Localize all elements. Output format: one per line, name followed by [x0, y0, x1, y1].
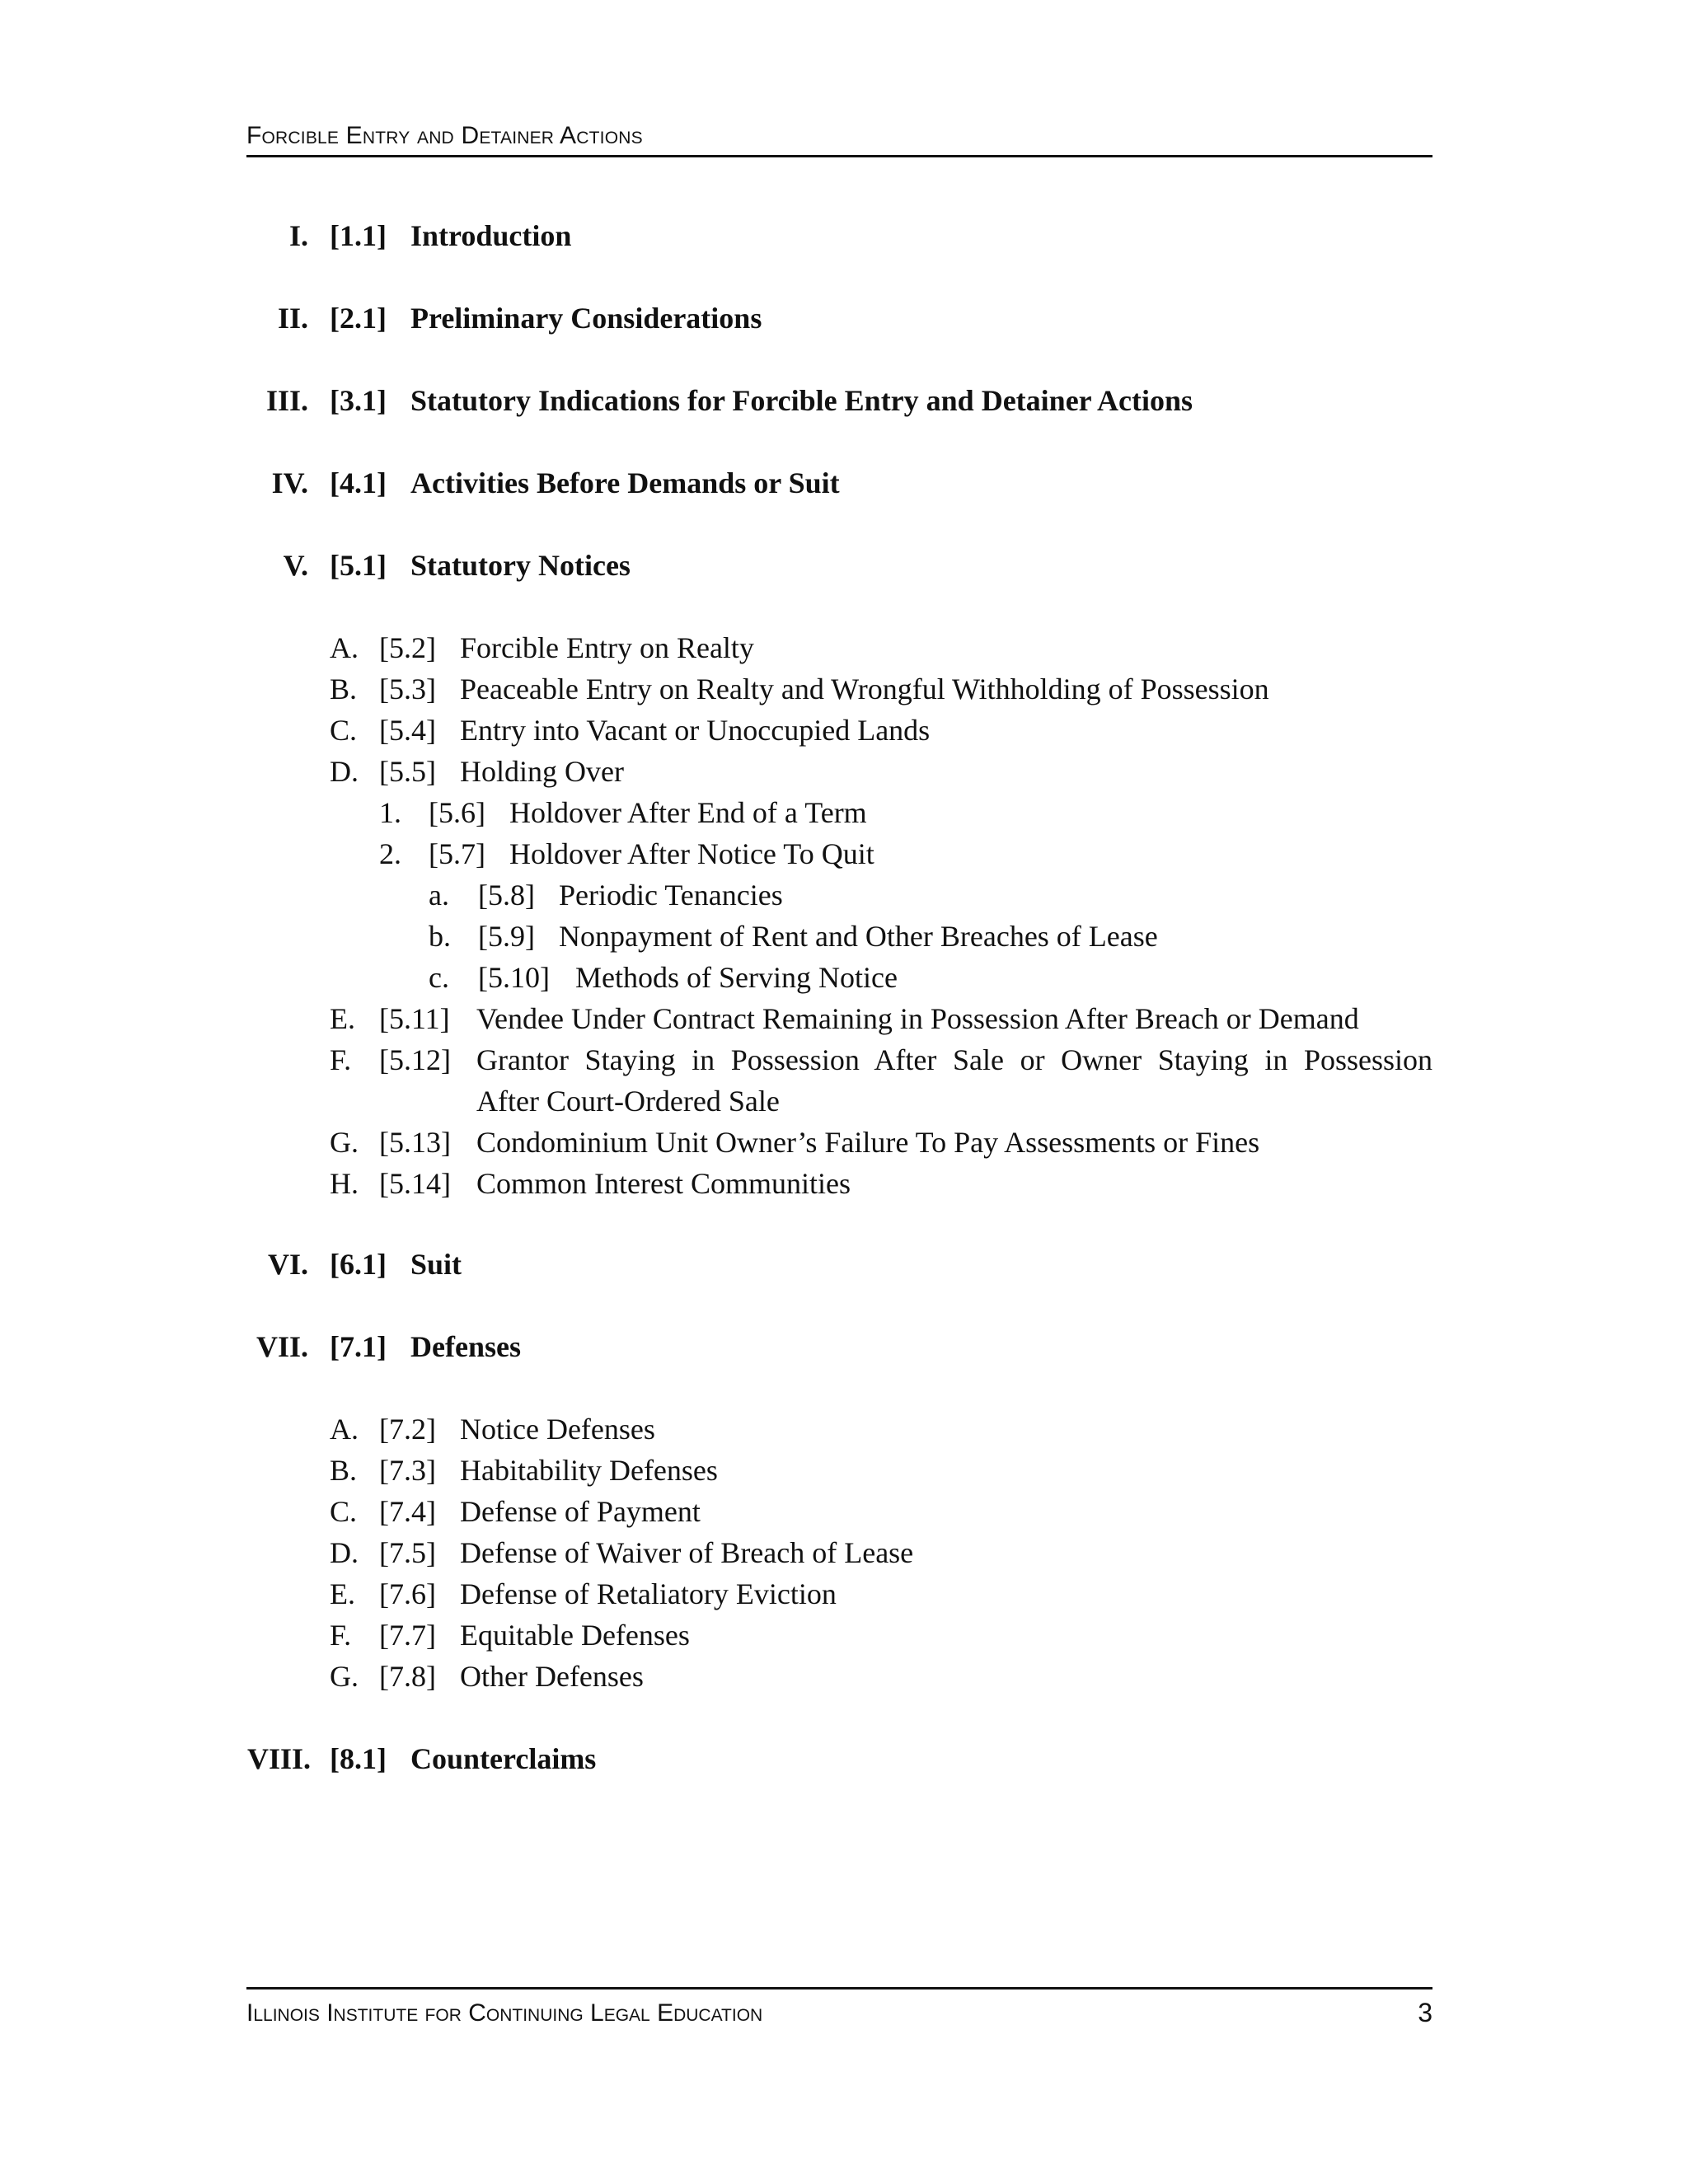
toc-title: Defense of Retaliatory Eviction [460, 1577, 837, 1610]
toc-numeral: VIII. [247, 1742, 312, 1775]
toc-letter: B. [330, 1454, 358, 1487]
toc-section-number: [7.4] [379, 1495, 436, 1528]
toc-section-number: [5.2] [379, 631, 436, 664]
toc-section-number: [7.1] [330, 1330, 387, 1363]
toc-letter: D. [330, 755, 359, 788]
toc-letter: A. [330, 631, 359, 664]
toc-title-line-1: Grantor Staying in Possession After Sale or Owner Staying in Possession [476, 1043, 1432, 1076]
toc-section-number: [3.1] [330, 384, 387, 417]
toc-section-number: [1.1] [330, 219, 387, 252]
toc-section-number: [5.8] [478, 879, 535, 912]
toc-title: Methods of Serving Notice [575, 961, 898, 994]
toc-section-number: [5.5] [379, 755, 436, 788]
toc-section-number: [7.2] [379, 1413, 436, 1446]
toc-numeral: III. [265, 384, 308, 417]
toc-letter: C. [330, 1495, 358, 1528]
toc-title: Counterclaims [410, 1742, 597, 1775]
toc-title: Condominium Unit Owner’s Failure To Pay Assessments or Fines [476, 1126, 1260, 1159]
toc-title: Holdover After End of a Term [509, 796, 867, 829]
toc-title: Holdover After Notice To Quit [509, 837, 874, 870]
toc-title: Suit [410, 1248, 462, 1281]
toc-section-number: [5.11] [379, 1002, 450, 1035]
toc-title: Nonpayment of Rent and Other Breaches of Lease [559, 920, 1158, 953]
toc-title: Activities Before Demands or Suit [410, 466, 840, 499]
toc-title: Introduction [410, 219, 572, 252]
toc-title: Other Defenses [460, 1660, 644, 1693]
toc-numeral: II. [277, 302, 308, 335]
toc-title: Defense of Payment [460, 1495, 701, 1528]
toc-numeral: VI. [267, 1248, 308, 1281]
toc-title: Vendee Under Contract Remaining in Possession After Breach or Demand [476, 1002, 1359, 1035]
toc-letter: F. [330, 1043, 352, 1076]
toc-section-number: [5.13] [379, 1126, 451, 1159]
toc-section-number: [5.4] [379, 714, 436, 747]
toc-title: Common Interest Communities [476, 1167, 851, 1200]
toc-title: Statutory Indications for Forcible Entry and Detainer Actions [410, 384, 1193, 417]
toc-numeral: V. [283, 549, 308, 582]
toc-section-number: [5.6] [429, 796, 485, 829]
toc-title: Forcible Entry on Realty [460, 631, 754, 664]
toc-section-number: [7.8] [379, 1660, 436, 1693]
toc-section-number: [7.6] [379, 1577, 436, 1610]
toc-title: Statutory Notices [410, 549, 631, 582]
toc-title: Equitable Defenses [460, 1619, 690, 1652]
toc-numeral: IV. [271, 466, 308, 499]
toc-number: 2. [379, 837, 401, 870]
toc-letter: B. [330, 673, 358, 705]
page-footer [246, 1987, 1432, 2027]
toc-section-number: [5.3] [379, 673, 436, 705]
toc-title: Periodic Tenancies [559, 879, 783, 912]
toc-title: Peaceable Entry on Realty and Wrongful Withholding of Possession [460, 673, 1269, 705]
toc-section-number: [7.3] [379, 1454, 436, 1487]
toc-title: Holding Over [460, 755, 624, 788]
toc-section-number: [5.12] [379, 1043, 451, 1076]
toc-section-number: [7.5] [379, 1536, 436, 1569]
toc-section-number: [5.7] [429, 837, 485, 870]
toc-letter: E. [330, 1577, 355, 1610]
toc-section-number: [5.10] [478, 961, 550, 994]
toc-title-line-2: After Court-Ordered Sale [476, 1085, 780, 1118]
running-header-title: Forcible Entry and Detainer Actions [246, 122, 643, 149]
toc-title: Preliminary Considerations [410, 302, 762, 335]
toc-title: Notice Defenses [460, 1413, 655, 1446]
footer-organization: Illinois Institute for Continuing Legal Education [246, 1999, 763, 2027]
toc-section-number: [5.14] [379, 1167, 451, 1200]
toc-entry-sub[interactable] [0, 1043, 1688, 1125]
toc-letter: H. [330, 1167, 359, 1200]
toc-title: Entry into Vacant or Unoccupied Lands [460, 714, 931, 747]
toc-letter: G. [330, 1660, 359, 1693]
toc-section-number: [2.1] [330, 302, 387, 335]
toc-section-number: [8.1] [330, 1742, 387, 1775]
toc-section-number: [4.1] [330, 466, 387, 499]
toc-letter: c. [429, 961, 449, 994]
toc-letter: A. [330, 1413, 359, 1446]
page-number: 3 [1418, 1998, 1432, 2027]
toc-number: 1. [379, 796, 401, 829]
toc-letter: a. [429, 879, 449, 912]
toc-section-number: [6.1] [330, 1248, 387, 1281]
toc-letter: b. [429, 920, 451, 953]
toc-title: Defenses [410, 1330, 521, 1363]
toc-section-number: [5.9] [478, 920, 535, 953]
toc-section-number: [7.7] [379, 1619, 436, 1652]
toc-numeral: I. [288, 219, 308, 252]
toc-title: Defense of Waiver of Breach of Lease [460, 1536, 914, 1569]
toc-numeral: VII. [256, 1330, 308, 1363]
toc-letter: C. [330, 714, 358, 747]
toc-section-number: [5.1] [330, 549, 387, 582]
toc-letter: E. [330, 1002, 355, 1035]
toc-title: Habitability Defenses [460, 1454, 718, 1487]
toc-letter: F. [330, 1619, 352, 1652]
toc-letter: G. [330, 1126, 359, 1159]
toc-letter: D. [330, 1536, 359, 1569]
